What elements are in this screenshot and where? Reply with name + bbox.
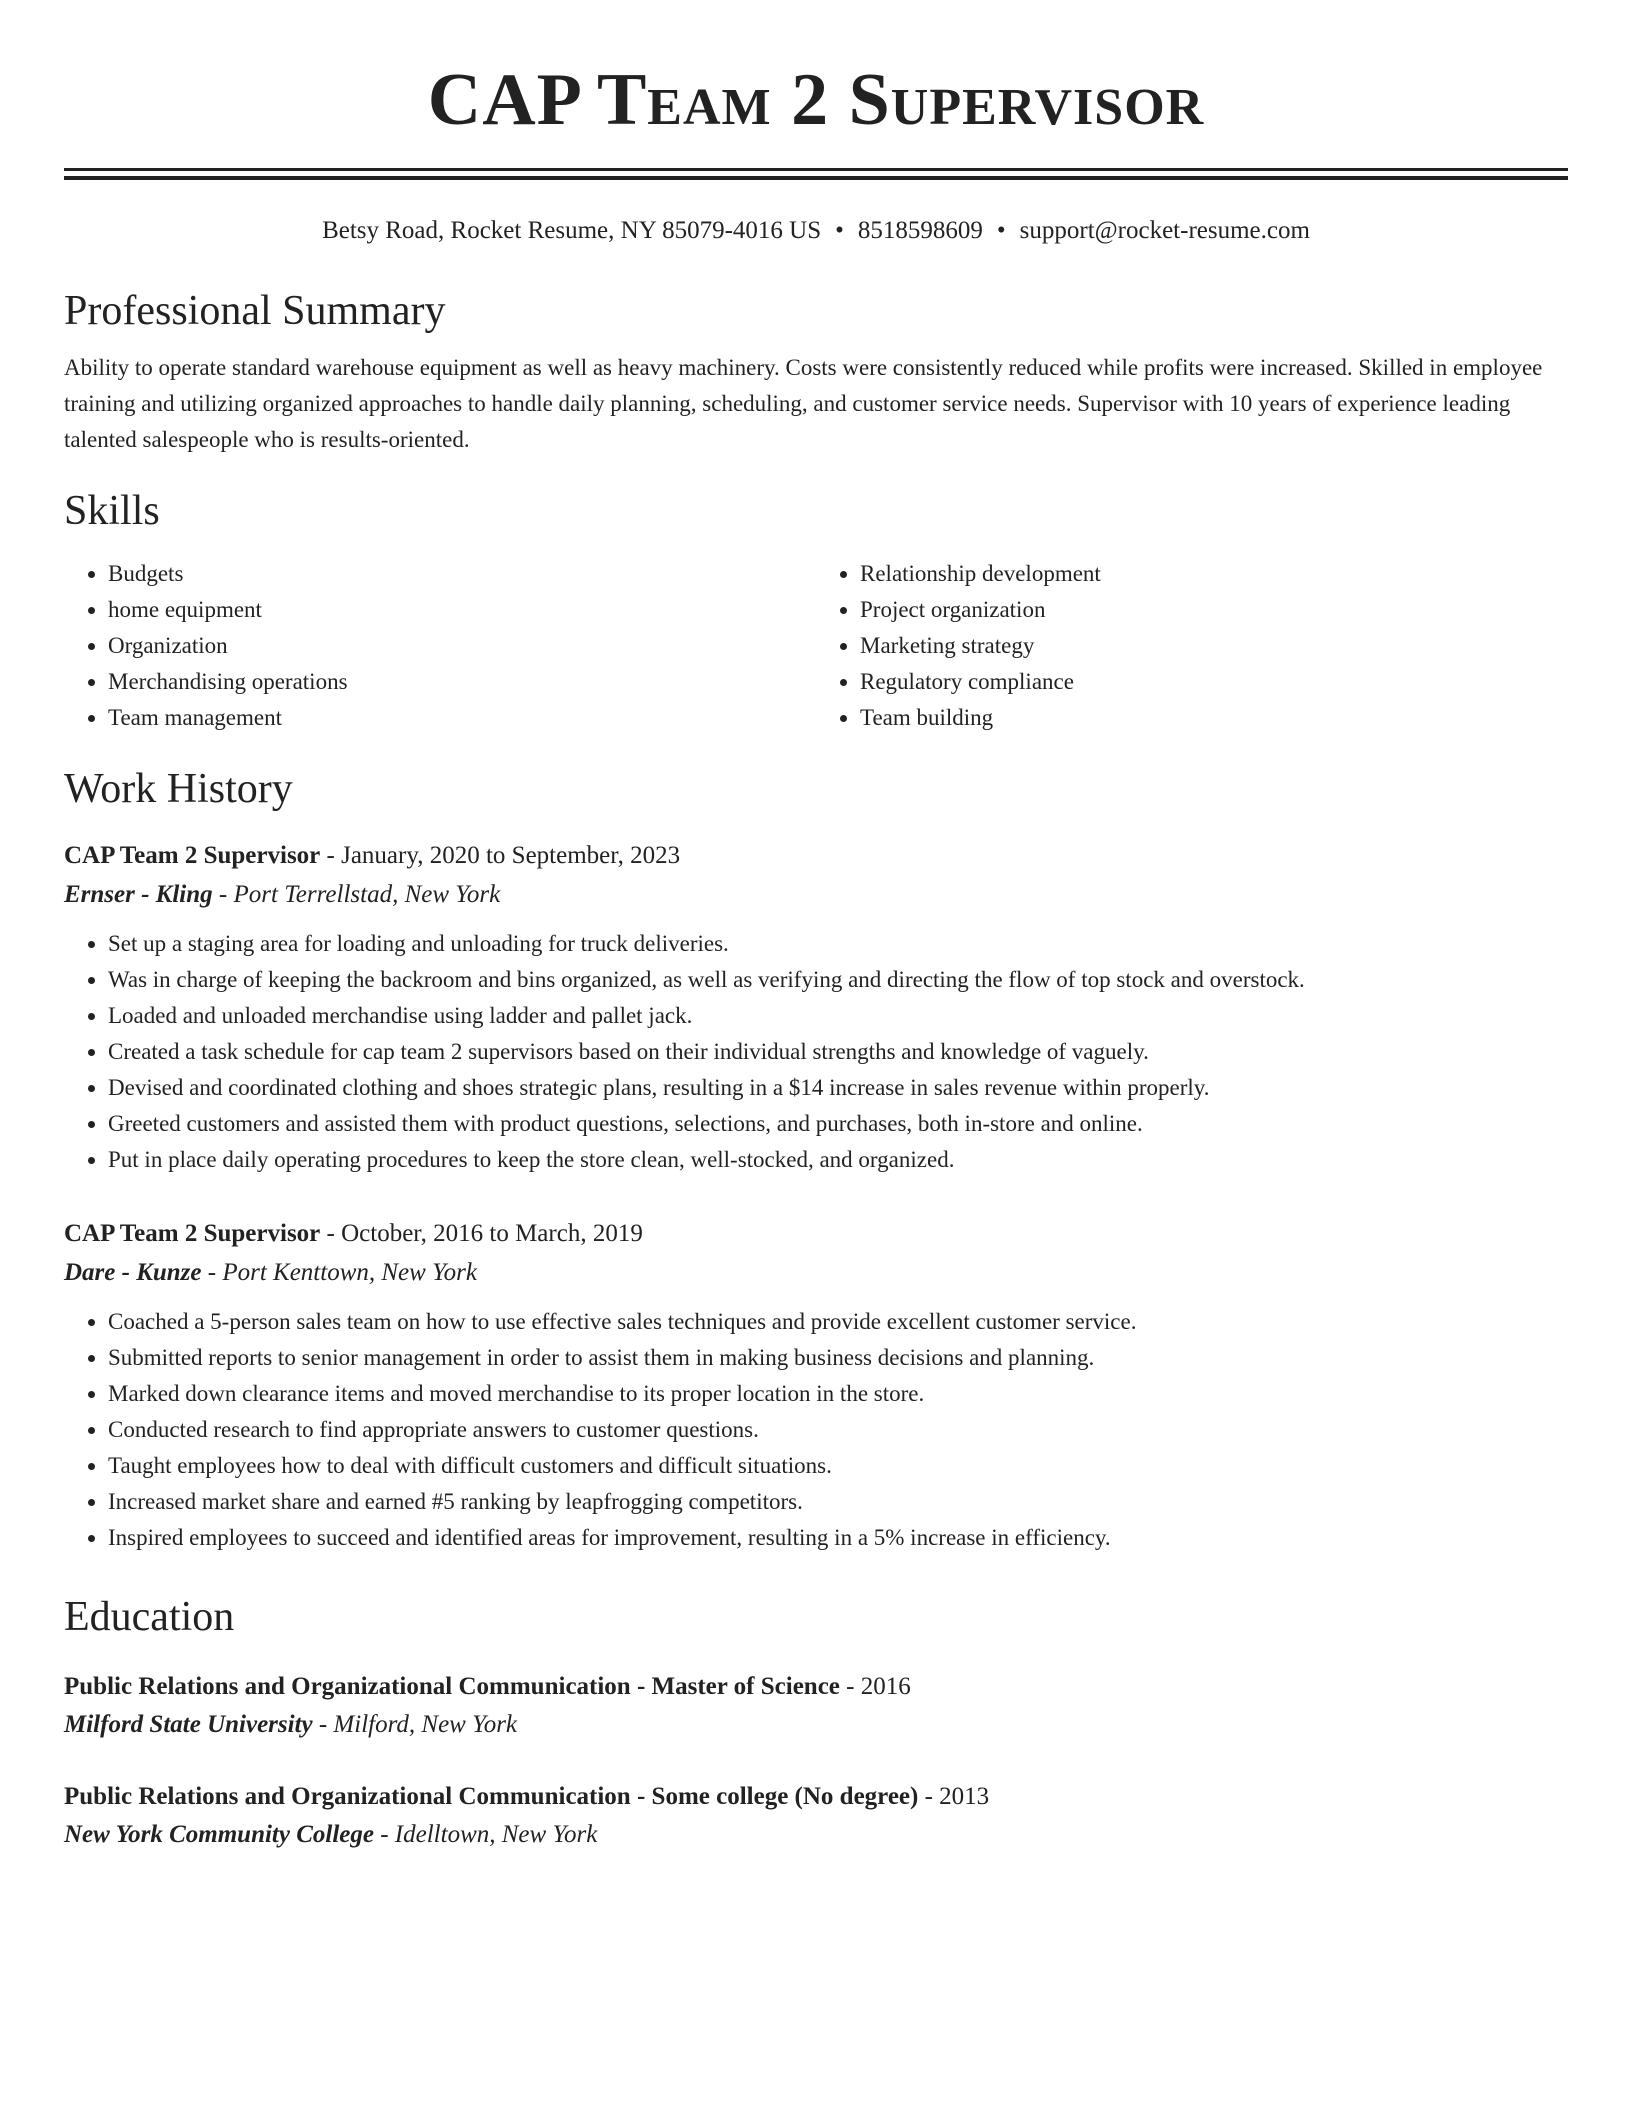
skills-list — [64, 556, 1568, 736]
job-title: CAP Team 2 Supervisor — [64, 842, 321, 869]
summary-heading: Professional Summary — [64, 288, 446, 334]
skill-item: • Merchandising operations — [108, 664, 816, 700]
duty-item: • Increased market share and earned #5 ranking by leapfrogging competitors. — [108, 1484, 1568, 1520]
job-dates: - October, 2016 to March, 2019 — [320, 1220, 643, 1247]
skill-item: • Team building — [860, 700, 1568, 736]
job-location: - Port Terrellstad, New York — [212, 881, 501, 908]
education-year: - 2013 — [918, 1783, 990, 1810]
skill-item: • home equipment — [108, 592, 816, 628]
duty-item: • Greeted customers and assisted them with product questions, selections, and purchases, both in-store and online. — [108, 1106, 1568, 1142]
duty-item: • Created a task schedule for cap team 2 supervisors based on their individual strengths and knowledge of vaguely. — [108, 1034, 1568, 1070]
education-entry — [64, 1668, 1568, 1744]
education-entry — [64, 1778, 1568, 1854]
duty-item: • Marked down clearance items and moved merchandise to its proper location in the store. — [108, 1376, 1568, 1412]
skills-column-left — [64, 556, 816, 736]
job-company: Dare - Kunze — [64, 1259, 202, 1286]
contact-separator: • — [996, 217, 1006, 244]
contact-line — [64, 216, 1568, 246]
skill-item: • Regulatory compliance — [860, 664, 1568, 700]
resume-name: CAP Team 2 Supervisor — [427, 59, 1205, 141]
education-school-line — [64, 1816, 1568, 1854]
education-heading: Education — [64, 1594, 235, 1640]
skills-column-right — [816, 556, 1568, 736]
education-school-line — [64, 1706, 1568, 1744]
contact-separator: • — [835, 217, 844, 244]
job-entry — [64, 1214, 1568, 1556]
job-heading — [64, 1214, 1568, 1254]
education-year: - 2016 — [839, 1673, 911, 1700]
duty-item: • Was in charge of keeping the backroom and bins organized, as well as verifying and directing the flow of top stock and overstock. — [108, 962, 1568, 998]
header-double-rule — [64, 168, 1568, 180]
job-dates: - January, 2020 to September, 2023 — [320, 842, 681, 869]
skill-item: • Team management — [108, 700, 816, 736]
duty-item: • Devised and coordinated clothing and shoes strategic plans, resulting in a $14 increase in sales revenue within properly. — [108, 1070, 1568, 1106]
education-degree: Public Relations and Organizational Communication - Master of Science — [64, 1673, 840, 1700]
job-duties — [64, 926, 1568, 1178]
duty-item: • Inspired employees to succeed and identified areas for improvement, resulting in a 5% increase in efficiency. — [108, 1520, 1568, 1556]
education-degree-line — [64, 1668, 1568, 1706]
education-degree: Public Relations and Organizational Communication - Some college (No degree) — [64, 1783, 919, 1810]
education-school: Milford State University — [64, 1711, 313, 1738]
duty-item: • Submitted reports to senior management in order to assist them in making business decisions and planning. — [108, 1340, 1568, 1376]
education-location: - Milford, New York — [312, 1711, 518, 1738]
job-location: - Port Kenttown, New York — [201, 1259, 478, 1286]
job-heading — [64, 836, 1568, 876]
skill-item: • Marketing strategy — [860, 628, 1568, 664]
education-location: - Idelltown, New York — [373, 1821, 598, 1848]
education-school: New York Community College — [64, 1821, 374, 1848]
work-history-heading: Work History — [64, 766, 293, 812]
skill-item: • Project organization — [860, 592, 1568, 628]
job-company-line — [64, 1254, 1568, 1292]
job-entry — [64, 836, 1568, 1178]
duty-item: • Conducted research to find appropriate answers to customer questions. — [108, 1412, 1568, 1448]
contact-phone: 8518598609 — [857, 217, 983, 244]
duty-item: • Loaded and unloaded merchandise using ladder and pallet jack. — [108, 998, 1568, 1034]
summary-text: Ability to operate standard warehouse equipment as well as heavy machinery. Costs were consistently reduced while profits were increased. Skilled in employee training and utilizing organized approaches to handle daily planning, scheduling, and customer service needs. Supervisor with 10 years of experience leading talented salespeople who is results-oriented. — [64, 355, 1543, 452]
job-title: CAP Team 2 Supervisor — [64, 1220, 321, 1247]
duty-item: • Coached a 5-person sales team on how to use effective sales techniques and provide excellent customer service. — [108, 1304, 1568, 1340]
skill-item: • Relationship development — [860, 556, 1568, 592]
skill-item: • Budgets — [108, 556, 816, 592]
education-degree-line — [64, 1778, 1568, 1816]
skill-item: • Organization — [108, 628, 816, 664]
contact-address: Betsy Road, Rocket Resume, NY 85079-4016 US — [322, 217, 822, 244]
duty-item: • Set up a staging area for loading and unloading for truck deliveries. — [108, 926, 1568, 962]
contact-email: support@rocket-resume.com — [1019, 217, 1310, 244]
job-company-line — [64, 876, 1568, 914]
job-duties — [64, 1304, 1568, 1556]
skills-heading: Skills — [64, 488, 160, 534]
duty-item: • Put in place daily operating procedures to keep the store clean, well-stocked, and organized. — [108, 1142, 1568, 1178]
job-company: Ernser - Kling — [64, 881, 213, 908]
duty-item: • Taught employees how to deal with difficult customers and difficult situations. — [108, 1448, 1568, 1484]
